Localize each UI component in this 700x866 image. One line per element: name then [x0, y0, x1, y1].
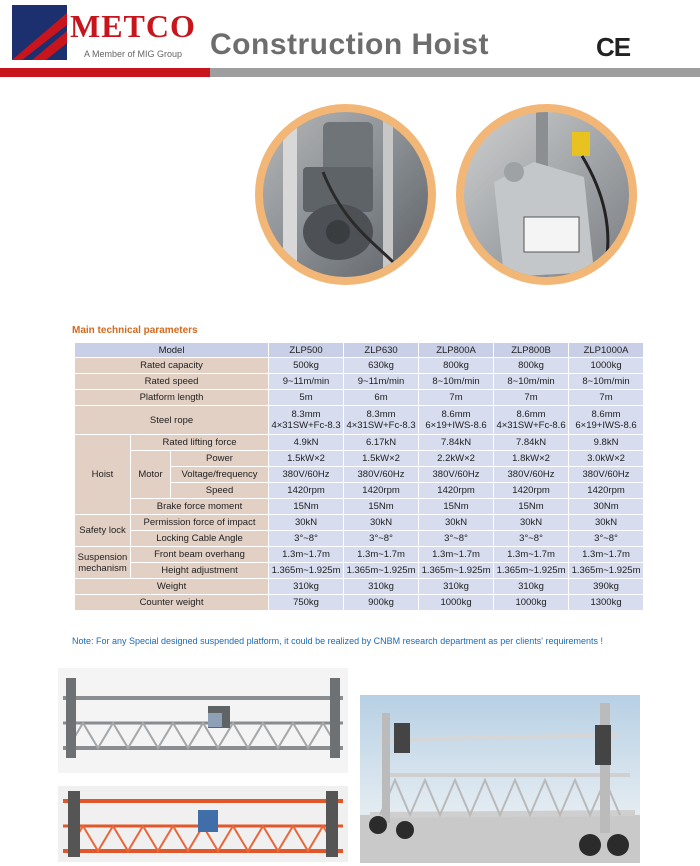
- cell-value: 8~10m/min: [569, 374, 644, 390]
- cell-value: 3°~8°: [494, 531, 569, 547]
- cell-value: 30kN: [419, 515, 494, 531]
- cell-value: 1.365m~1.925m: [569, 563, 644, 579]
- cell-value: 8~10m/min: [494, 374, 569, 390]
- cell-value: 310kg: [269, 579, 344, 595]
- cell-value: 1420rpm: [569, 483, 644, 499]
- section-title: Main technical parameters: [72, 325, 198, 336]
- rope-diameter: 8.3mm: [291, 409, 321, 420]
- cell-value: 750kg: [269, 595, 344, 611]
- cell-value: 5m: [269, 390, 344, 406]
- group-label-suspension: Suspension mechanism: [75, 547, 131, 579]
- cell-value: 9.8kN: [569, 435, 644, 451]
- row-label: Front beam overhang: [131, 547, 269, 563]
- cell-value: 3°~8°: [569, 531, 644, 547]
- cell-value: 1.5kW×2: [344, 451, 419, 467]
- model-header: ZLP800B: [494, 343, 569, 358]
- row-label: Rated speed: [75, 374, 269, 390]
- cell-value: 800kg: [494, 358, 569, 374]
- table-row: [75, 406, 644, 435]
- table-row: [75, 531, 644, 547]
- cell-value: 15Nm: [269, 499, 344, 515]
- cell-value: 15Nm: [344, 499, 419, 515]
- cell-value: 1000kg: [419, 595, 494, 611]
- model-header: ZLP800A: [419, 343, 494, 358]
- table-row: [75, 390, 644, 406]
- table-row: [75, 563, 644, 579]
- logo-emblem-icon: [12, 5, 67, 60]
- platform-photo-silver: [58, 668, 348, 773]
- brand-subtitle: A Member of MIG Group: [84, 49, 183, 59]
- cell-value: 1000kg: [494, 595, 569, 611]
- cell-value: 310kg: [419, 579, 494, 595]
- cell-value: 380V/60Hz: [494, 467, 569, 483]
- cell-value: 15Nm: [494, 499, 569, 515]
- row-label: Voltage/frequency: [171, 467, 269, 483]
- model-header: ZLP630: [344, 343, 419, 358]
- cell-value: 1.3m~1.7m: [419, 547, 494, 563]
- cell-value: 1000kg: [569, 358, 644, 374]
- cell-value: 3.0kW×2: [569, 451, 644, 467]
- row-label: Permission force of impact: [131, 515, 269, 531]
- parameters-table: [74, 342, 644, 611]
- cell-value: [569, 406, 644, 435]
- rope-spec: 6×19+IWS-8.6: [425, 420, 487, 431]
- cell-value: 9~11m/min: [269, 374, 344, 390]
- cell-value: 30kN: [269, 515, 344, 531]
- cell-value: 7.84kN: [494, 435, 569, 451]
- table-row: [75, 435, 644, 451]
- rope-diameter: 8.6mm: [441, 409, 471, 420]
- header-bar-gray: [210, 68, 700, 77]
- brand-name: METCO: [70, 8, 196, 44]
- row-label: Brake force moment: [131, 499, 269, 515]
- rope-diameter: 8.3mm: [366, 409, 396, 420]
- cell-value: 1.365m~1.925m: [419, 563, 494, 579]
- cell-value: 7m: [419, 390, 494, 406]
- table-row: [75, 451, 644, 467]
- motor-photo: [255, 104, 436, 285]
- cell-value: 30kN: [344, 515, 419, 531]
- page-title: Construction Hoist: [210, 28, 489, 61]
- row-label: Steel rope: [75, 406, 269, 435]
- cell-value: [419, 406, 494, 435]
- row-label: Counter weight: [75, 595, 269, 611]
- cell-value: 3°~8°: [344, 531, 419, 547]
- cell-value: 4.9kN: [269, 435, 344, 451]
- cell-value: 1.8kW×2: [494, 451, 569, 467]
- row-label: Weight: [75, 579, 269, 595]
- cell-value: 8~10m/min: [419, 374, 494, 390]
- cell-value: 7.84kN: [419, 435, 494, 451]
- row-label: Rated capacity: [75, 358, 269, 374]
- rope-spec: 6×19+IWS-8.6: [575, 420, 637, 431]
- cell-value: 380V/60Hz: [419, 467, 494, 483]
- cell-value: 9~11m/min: [344, 374, 419, 390]
- footnote: Note: For any Special designed suspended platform, it could be realized by CNBM research department as per clients' requirements !: [72, 636, 603, 646]
- cell-value: 1.3m~1.7m: [344, 547, 419, 563]
- row-label: Power: [171, 451, 269, 467]
- cell-value: 500kg: [269, 358, 344, 374]
- model-header: ZLP500: [269, 343, 344, 358]
- cell-value: 380V/60Hz: [269, 467, 344, 483]
- cell-value: 30Nm: [569, 499, 644, 515]
- cell-value: [269, 406, 344, 435]
- group-label-hoist: Hoist: [75, 435, 131, 515]
- cell-value: 1300kg: [569, 595, 644, 611]
- cell-value: 1420rpm: [419, 483, 494, 499]
- group-label-motor: Motor: [131, 451, 171, 499]
- row-label: Platform length: [75, 390, 269, 406]
- logo-emblem: [12, 5, 67, 60]
- cell-value: 7m: [569, 390, 644, 406]
- cell-value: 1420rpm: [344, 483, 419, 499]
- group-label-safety-lock: Safety lock: [75, 515, 131, 547]
- cell-value: 7m: [494, 390, 569, 406]
- cell-value: [344, 406, 419, 435]
- cell-value: 380V/60Hz: [569, 467, 644, 483]
- row-label: Speed: [171, 483, 269, 499]
- cell-value: 1.3m~1.7m: [269, 547, 344, 563]
- rope-spec: 4×31SW+Fc-8.3: [346, 420, 416, 431]
- cell-value: 900kg: [344, 595, 419, 611]
- cell-value: 310kg: [494, 579, 569, 595]
- cell-value: 15Nm: [419, 499, 494, 515]
- cell-value: 1420rpm: [494, 483, 569, 499]
- cell-value: 2.2kW×2: [419, 451, 494, 467]
- rope-spec: 4×31SW+Fc-8.6: [496, 420, 566, 431]
- cell-value: 3°~8°: [419, 531, 494, 547]
- ce-mark: CE: [596, 32, 631, 62]
- cell-value: 1.365m~1.925m: [269, 563, 344, 579]
- cell-value: 310kg: [344, 579, 419, 595]
- cell-value: 1.365m~1.925m: [494, 563, 569, 579]
- cell-value: 30kN: [569, 515, 644, 531]
- cell-value: [494, 406, 569, 435]
- rope-diameter: 8.6mm: [516, 409, 546, 420]
- table-row: [75, 499, 644, 515]
- cell-value: 800kg: [419, 358, 494, 374]
- cell-value: 6.17kN: [344, 435, 419, 451]
- cell-value: 1.5kW×2: [269, 451, 344, 467]
- platform-photo-wheels: [360, 695, 640, 863]
- rope-diameter: 8.6mm: [591, 409, 621, 420]
- table-header-row: [75, 343, 644, 358]
- cell-value: 3°~8°: [269, 531, 344, 547]
- table-row: [75, 515, 644, 531]
- cell-value: 30kN: [494, 515, 569, 531]
- row-label: Locking Cable Angle: [131, 531, 269, 547]
- cell-value: 1.3m~1.7m: [494, 547, 569, 563]
- table-row: [75, 595, 644, 611]
- cell-value: 390kg: [569, 579, 644, 595]
- safety-lock-photo: [456, 104, 637, 285]
- cell-value: 380V/60Hz: [344, 467, 419, 483]
- table-row: [75, 374, 644, 390]
- cell-value: 1420rpm: [269, 483, 344, 499]
- table-row: [75, 579, 644, 595]
- cell-value: 6m: [344, 390, 419, 406]
- cell-value: 630kg: [344, 358, 419, 374]
- table-row: [75, 547, 644, 563]
- model-header: ZLP1000A: [569, 343, 644, 358]
- cell-value: 1.365m~1.925m: [344, 563, 419, 579]
- cell-value: 1.3m~1.7m: [569, 547, 644, 563]
- row-label: Height adjustment: [131, 563, 269, 579]
- row-label: Rated lifting force: [131, 435, 269, 451]
- rope-spec: 4×31SW+Fc-8.3: [271, 420, 341, 431]
- header-model-label: Model: [75, 343, 269, 358]
- platform-photo-orange: [58, 786, 348, 862]
- header-bar-red: [0, 68, 210, 77]
- table-row: [75, 358, 644, 374]
